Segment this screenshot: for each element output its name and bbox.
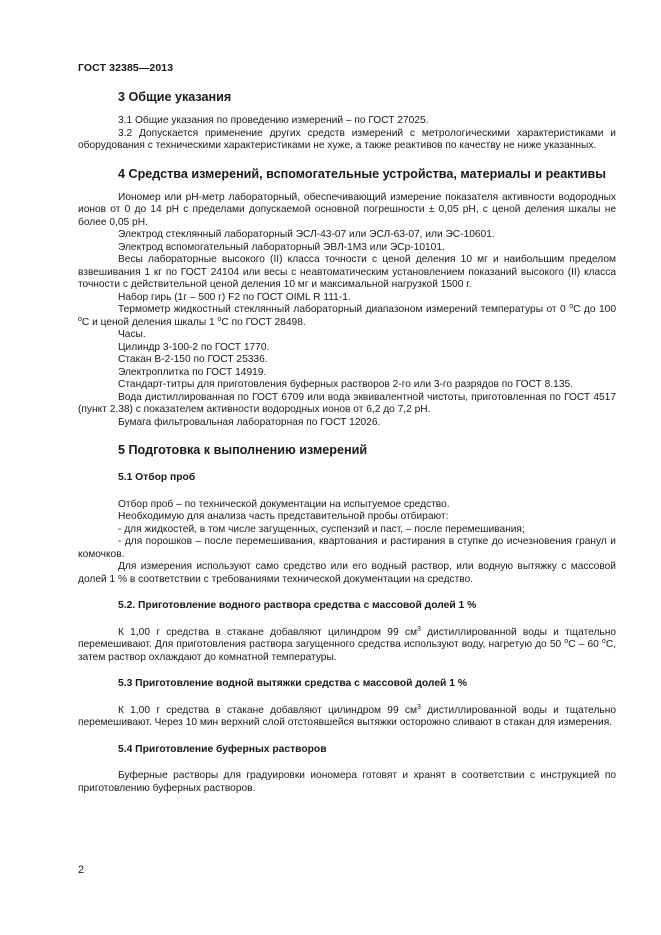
equipment-item: Электрод вспомогательный лабораторный ЭВЛ-1М3 или ЭСр-10101. [118, 241, 445, 253]
buffer-paragraph: Буферные растворы для градуировки иономера готовят и хранят в соответствии с инструкцией по приготовлению буферных растворов. [78, 770, 616, 794]
sampling-paragraph: Отбор проб – по технической документации на испытуемое средство. [118, 498, 450, 510]
subsection-5-3-heading: 5.3 Приготовление водной вытяжки средства с массовой долей 1 % [118, 678, 467, 689]
equipment-item: Стандарт-титры для приготовления буферных растворов 2-го или 3-го разрядов по ГОСТ 8.135. [118, 379, 574, 390]
cubic-mark: 3 [416, 625, 421, 633]
thermo-text: Термометр жидкостный стеклянный лабораторный диапазоном измерений температуры от 0 [118, 304, 570, 315]
thermometer-item [78, 304, 616, 329]
subsection-5-2-heading: 5.2. Приготовление водного раствора средства с массовой долей 1 % [118, 600, 477, 611]
section-4-heading: 4 Средства измерений, вспомогательные устройства, материалы и реактивы [118, 166, 607, 181]
subsection-5-4-heading: 5.4 Приготовление буферных растворов [118, 743, 327, 755]
degree-mark: o [78, 315, 82, 323]
extract-text: дистиллированной воды и тщательно перемешивают. Через 10 мин верхний слой отстоявшейся вытяжки осторожно сливают в стакан для измерения. [78, 704, 617, 728]
solution-paragraph [78, 627, 616, 665]
equipment-item: Цилиндр 3-100-2 по ГОСТ 1770. [118, 341, 270, 353]
sampling-paragraph: Необходимую для анализа часть представительной пробы отбирают: [118, 511, 449, 522]
standard-header: ГОСТ 32385—2013 [78, 62, 174, 74]
equipment-item: Стакан В-2-150 по ГОСТ 25336. [118, 354, 268, 365]
sampling-paragraph: Для измерения используют само средство или его водный раствор, или водную вытяжку с массовой долей 1 % в соответствии с требованиями технической документации на средство. [78, 561, 616, 585]
solution-text: С, затем раствор охлаждают до комнатной температуры. [78, 639, 616, 663]
thermo-text: С по ГОСТ 28498. [221, 316, 306, 328]
equipment-item: Иономер или pH-метр лабораторный, обеспечивающий измерение показателя активности водородных ионов от 0 до 14 pH с пределами допускаемой основной погрешности ± 0,05 pH, с ценой деления шкалы не более 0,05 pH. [78, 191, 616, 228]
section-3-heading: 3 Общие указания [118, 90, 232, 104]
equipment-item: Электрод стеклянный лабораторный ЭСЛ-43-07 или ЭСЛ-63-07, или ЭС-10601. [118, 229, 495, 240]
paragraph-3-2: 3.2 Допускается применение других средств измерений с метрологическими характеристиками и оборудования с техническими характеристиками не хуже, а также реактивов по качеству не ниже указанных. [78, 127, 616, 151]
page-number: 2 [78, 864, 85, 876]
thermo-text: С и ценой деления шкалы 1 [81, 316, 218, 328]
paragraph-3-1: 3.1 Общие указания по проведению измерений – по ГОСТ 27025. [118, 115, 429, 126]
equipment-item: Весы лабораторные высокого (II) класса точности с ценой деления 10 мг и наибольшим пределом взвешивания 1 кг по ГОСТ 24104 или весы с неавтоматическим установлением показаний высокого (II) класса точности с действительной ценой деления 10 мг и максимальной нагрузкой 1500 г. [78, 254, 616, 290]
degree-mark: o [601, 638, 606, 645]
solution-text: К 1,00 г средства в стакане добавляют цилиндром 99 см [118, 626, 417, 638]
equipment-item: Бумага фильтровальная лабораторная по ГОСТ 12026. [118, 416, 381, 428]
cubic-mark: 3 [416, 703, 421, 711]
sampling-paragraph: - для жидкостей, в том числе загущенных, суспензий и паст, – после перемешивания; [118, 523, 525, 535]
page-content [78, 90, 616, 795]
degree-mark: o [569, 303, 574, 310]
equipment-item: Вода дистиллированная по ГОСТ 6709 или вода эквивалентной чистоты, приготовленная по ГОСТ 4517 (пункт 2.38) с показателем активности водородных ионов от 6,2 до 7,2 pH. [78, 391, 616, 415]
subsection-5-1-heading: 5.1 Отбор проб [118, 472, 196, 483]
solution-text: дистиллированной воды и тщательно перемешивают. Для приготовления раствора загущенного средства используют воду, нагретую до 50 [78, 626, 617, 650]
degree-mark: o [217, 315, 222, 323]
solution-text: С – 60 [568, 639, 602, 650]
equipment-item: Часы. [118, 329, 146, 340]
extract-text: К 1,00 г средства в стакане добавляют цилиндром 99 см [118, 704, 417, 716]
extract-paragraph [78, 705, 616, 730]
sampling-paragraph: - для порошков – после перемешивания, квартования и растирания в ступке до исчезновения гранул и комочков. [78, 536, 616, 560]
degree-mark: o [564, 638, 569, 645]
equipment-item: Набор гирь (1г – 500 г) F2 по ГОСТ OIML R 111-1. [118, 291, 351, 303]
section-5-heading: 5 Подготовка к выполнению измерений [118, 443, 368, 457]
equipment-item: Электроплитка по ГОСТ 14919. [118, 366, 267, 378]
thermo-text: С до 100 [573, 304, 616, 315]
